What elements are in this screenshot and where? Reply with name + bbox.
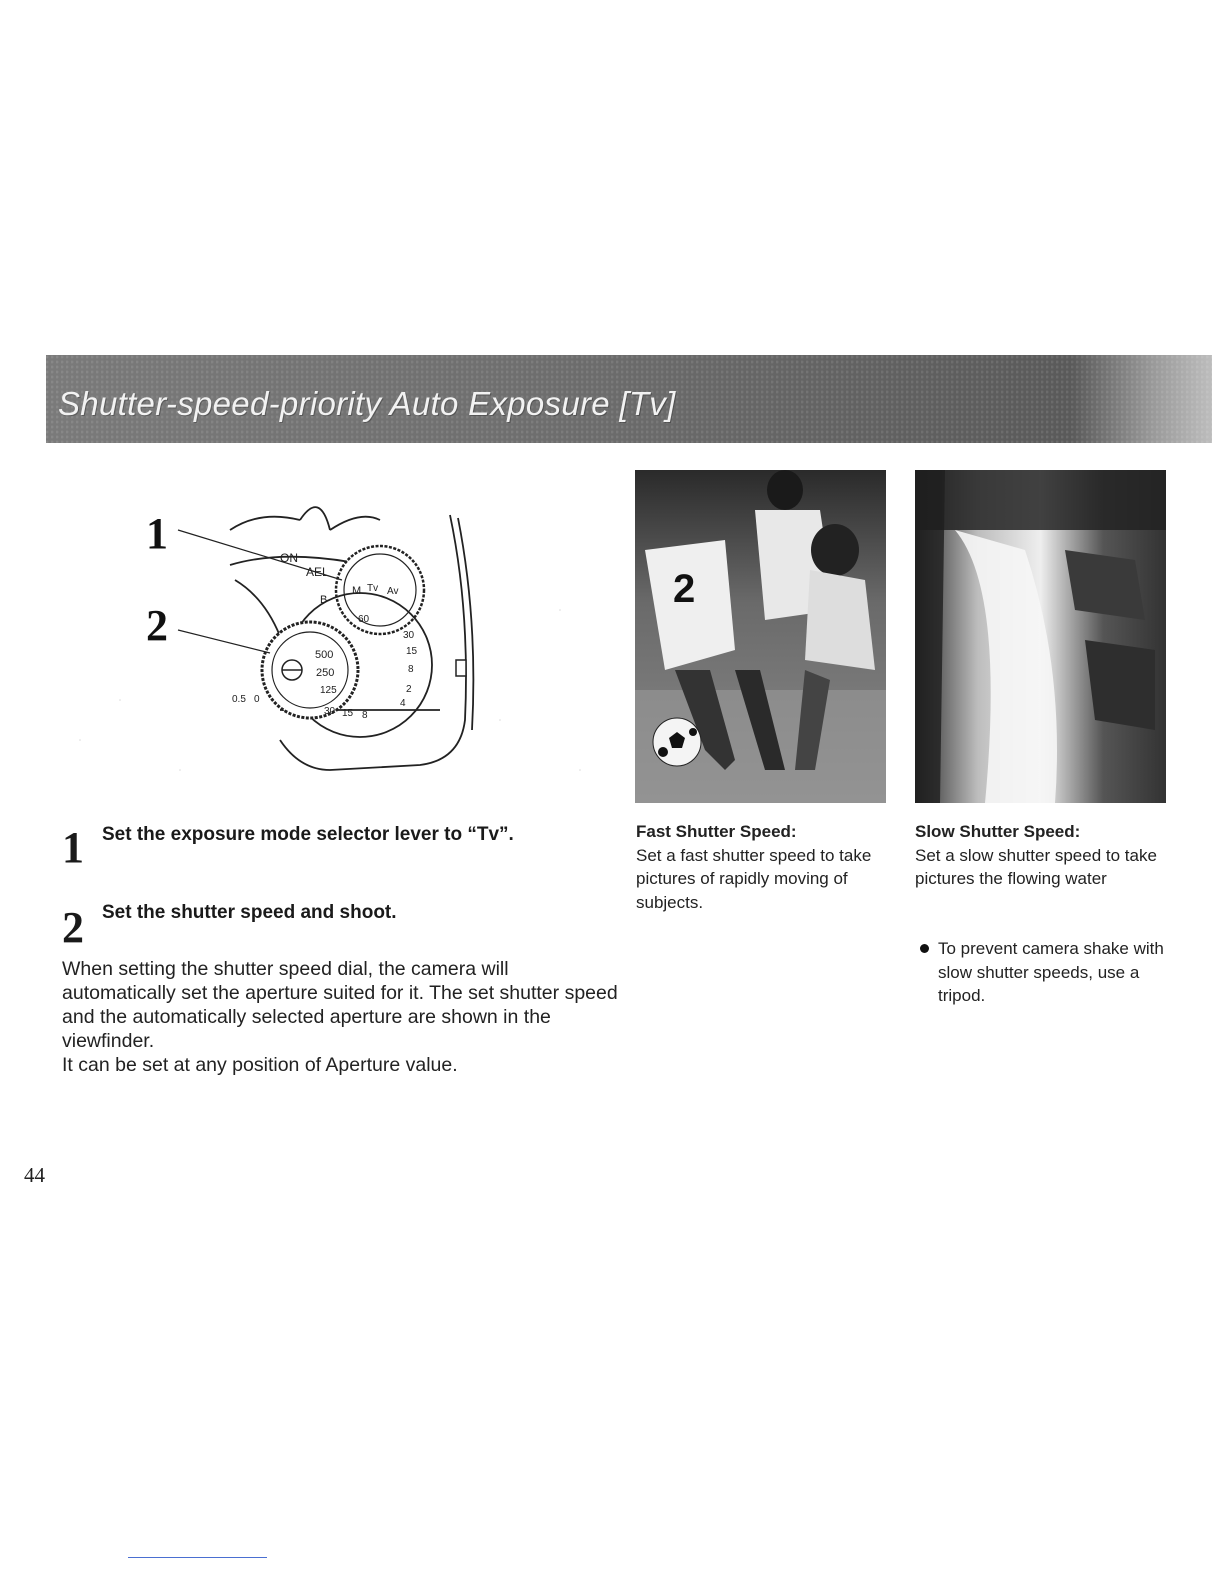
label-500: 500 [315,649,334,661]
step-text: Set the shutter speed and shoot. [102,902,397,923]
section-title-bar [46,355,1212,443]
label-30b: 30 [324,706,336,717]
jersey-number: 2 [673,567,696,611]
caption-fast-shutter [636,820,886,914]
caption-slow-shutter [915,820,1175,891]
step-text: Set the exposure mode selector lever to “Tv”. [102,824,514,845]
section-title: Shutter-speed-priority Auto Exposure [Tv] [58,385,676,422]
bullet-text: To prevent camera shake with slow shutter speeds, use a tripod. [938,939,1164,1005]
label-av: Av [387,586,399,597]
label-05: 0.5 [232,694,246,705]
caption-text: Set a fast shutter speed to take pictures of rapidly moving of subjects. [636,845,872,912]
label-30: 30 [403,630,415,641]
label-tv: Tv [367,583,379,594]
label-60: 60 [358,614,370,625]
callout-1: 1 [146,509,168,558]
label-on: ON [280,551,298,565]
label-m: M [352,585,362,597]
camera-top-diagram [60,470,600,790]
label-ael: AEL [306,565,329,579]
body-text [62,957,622,1077]
bullet-icon [920,944,929,953]
tripod-note [918,937,1178,1008]
caption-title: Slow Shutter Speed: [915,822,1081,841]
mode-selector-dial [336,546,424,634]
label-b: B [320,594,328,606]
callout-2: 2 [146,601,168,650]
label-0: 0 [254,694,260,705]
body-paragraph: When setting the shutter speed dial, the camera will automatically set the aperture suited for it. The set shutter speed and the automatically selected aperture are shown in the viewfinder. [62,958,618,1052]
label-8: 8 [408,664,414,675]
step-number: 2 [62,903,84,952]
label-2: 2 [406,684,412,695]
caption-text: Set a slow shutter speed to take pictures the flowing water [915,845,1157,888]
label-15: 15 [406,646,418,657]
label-15b: 15 [342,708,354,719]
label-8b: 8 [362,710,368,721]
body-note: It can be set at any position of Aperture value. [62,1054,458,1076]
photo-soccer-players [635,470,886,803]
step-number: 1 [62,823,84,872]
page-number: 44 [24,1163,45,1187]
label-250: 250 [316,667,335,679]
caption-title: Fast Shutter Speed: [636,822,797,841]
photo-flowing-water [915,470,1166,803]
label-4: 4 [400,698,406,709]
label-125: 125 [320,685,337,696]
footer-rule [128,1557,267,1558]
